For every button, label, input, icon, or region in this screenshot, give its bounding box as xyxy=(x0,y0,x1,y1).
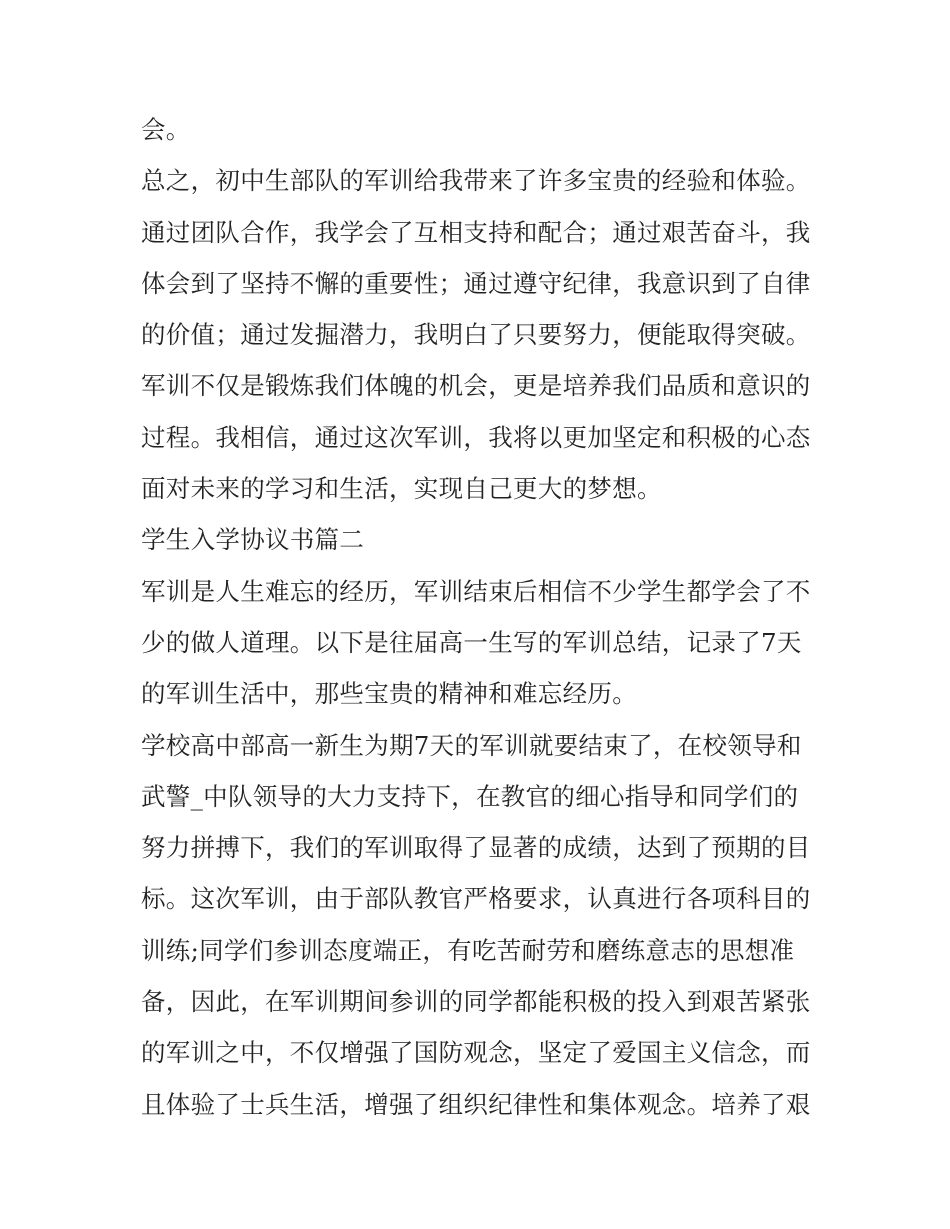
text-line: 面对未来的学习和生活，实现自己更大的梦想。 xyxy=(141,474,662,504)
text-line: 军训不仅是锻炼我们体魄的机会，更是培养我们品质和意识的 xyxy=(141,371,811,401)
text-line: 备，因此，在军训期间参训的同学都能积极的投入到艰苦紧张 xyxy=(141,987,811,1017)
text-line: 的军训之中，不仅增强了国防观念，坚定了爱国主义信念，而 xyxy=(141,1038,811,1068)
text-line: 过程。我相信，通过这次军训，我将以更加坚定和积极的心态 xyxy=(141,422,811,452)
text-line: 通过团队合作，我学会了互相支持和配合；通过艰苦奋斗，我 xyxy=(141,217,811,247)
text-line: 的价值；通过发掘潜力，我明白了只要努力，便能取得突破。 xyxy=(141,320,811,350)
text-line: 且体验了士兵生活，增强了组织纪律性和集体观念。培养了艰 xyxy=(141,1089,811,1119)
text-line: 训练;同学们参训态度端正，有吃苦耐劳和磨练意志的思想准 xyxy=(141,935,795,965)
text-line: 总之，初中生部队的军训给我带来了许多宝贵的经验和体验。 xyxy=(141,166,811,196)
text-line: 武警_中队领导的大力支持下，在教官的细心指导和同学们的 xyxy=(141,781,799,811)
text-line: 学校高中部高一新生为期7天的军训就要结束了，在校领导和 xyxy=(141,730,802,760)
text-line: 军训是人生难忘的经历，军训结束后相信不少学生都学会了不 xyxy=(141,576,811,606)
text-line: 的军训生活中，那些宝贵的精神和难忘经历。 xyxy=(141,679,637,709)
text-line: 会。 xyxy=(141,115,191,144)
text-line: 努力拼搏下，我们的军训取得了显著的成绩，达到了预期的目 xyxy=(141,833,811,863)
text-line: 体会到了坚持不懈的重要性；通过遵守纪律，我意识到了自律 xyxy=(141,268,811,298)
document-body xyxy=(141,104,821,1130)
text-line: 少的做人道理。以下是往届高一生写的军训总结，记录了7天 xyxy=(141,627,802,657)
section-heading: 学生入学协议书篇二 xyxy=(141,525,365,555)
text-line: 标。这次军训，由于部队教官严格要求，认真进行各项科目的 xyxy=(141,884,811,914)
